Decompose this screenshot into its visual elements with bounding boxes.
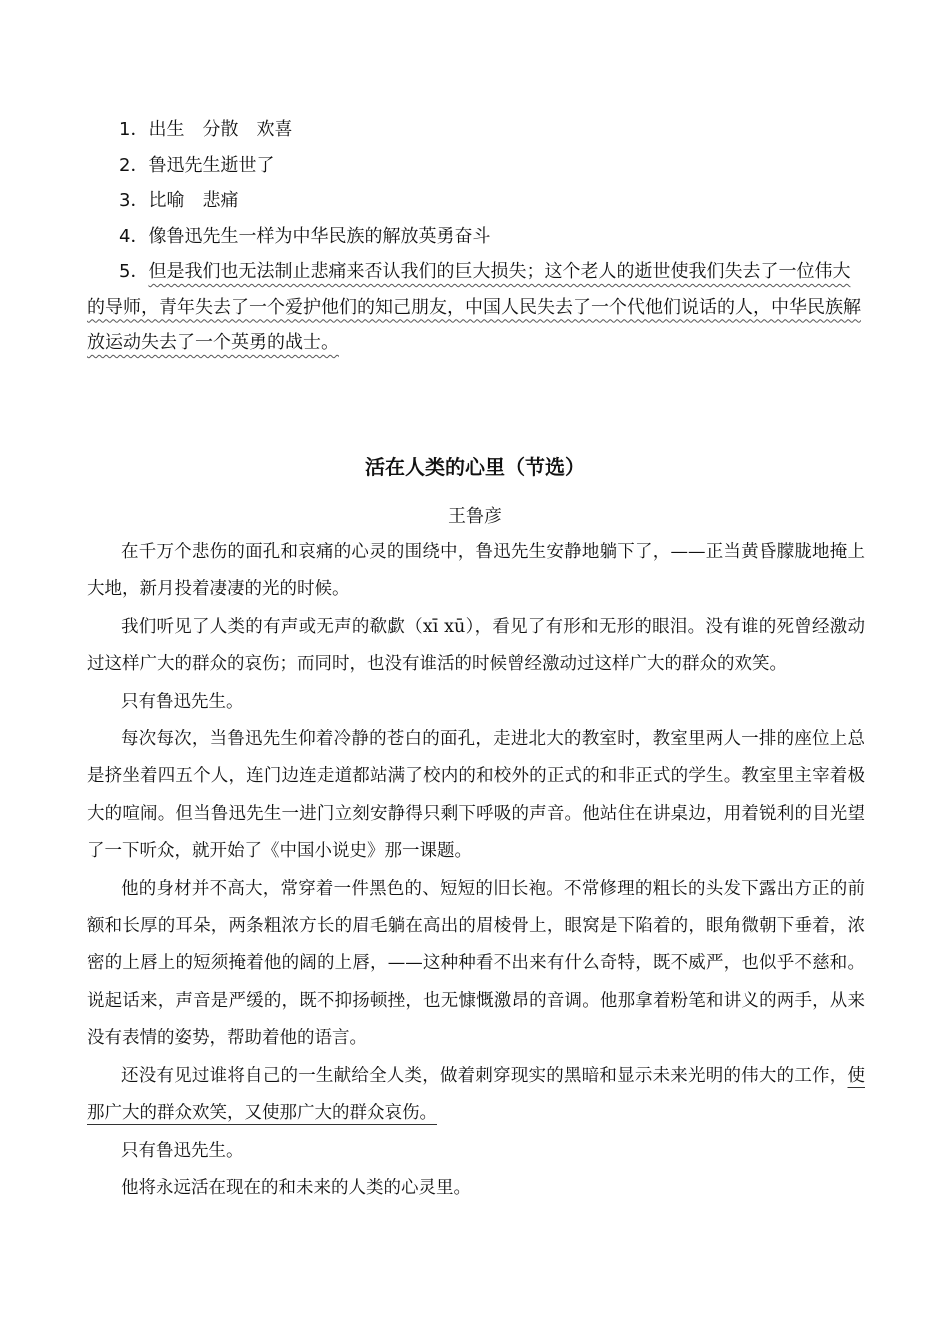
answer-text: 鲁迅先生逝世了 <box>148 154 275 176</box>
article-paragraph: 他将永远活在现在的和未来的人类的心灵里。 <box>121 1177 471 1198</box>
article-paragraph <box>87 1058 865 1133</box>
answer-text: 比喻 悲痛 <box>148 190 239 211</box>
answer-item <box>87 254 867 361</box>
answer-item <box>87 219 867 255</box>
answer-item <box>87 112 867 148</box>
paragraph-text: 还没有见过谁将自己的一生献给全人类，做着刺穿现实的黑暗和显示未来光明的伟大的工作， <box>121 1065 848 1086</box>
article-title: 活在人类的心里（节选） <box>365 455 585 479</box>
article-paragraph: 在千万个悲伤的面孔和哀痛的心灵的围绕中，鲁迅先生安静地躺下了，——正当黄昏朦胧地掩上大地，新月投着凄凄的光的时候。 <box>87 542 865 600</box>
underlined-sentence: 使那广大的群众欢笑，又使那广大的群众哀伤。 <box>87 1065 865 1124</box>
article-paragraph: 只有鲁迅先生。 <box>121 1140 244 1161</box>
answer-item <box>87 148 867 184</box>
answer-text: 像鲁迅先生一样为中华民族的解放英勇奋斗 <box>148 225 491 247</box>
answer-number: 5． <box>119 261 149 282</box>
answer-number: 1． <box>119 119 149 140</box>
article-author: 王鲁彦 <box>448 506 502 527</box>
article-paragraph: 他的身材并不高大，常穿着一件黑色的、短短的旧长袍。不常修理的粗长的头发下露出方正的前额和长厚的耳朵，两条粗浓方长的眉毛躺在高出的眉棱骨上，眼窝是下陷着的，眼角微朝下垂着，浓密的上唇上的短须掩着他的阔的上唇，——这种种看不出来有什么奇特，既不威严，也似乎不慈和。说起话来，声音是严缓的，既不抑扬顿挫，也无慷慨激昂的音调。他那拿着粉笔和讲义的两手，从来没有表情的姿势，帮助着他的语言。 <box>87 878 865 1049</box>
answer-number: 4． <box>119 225 149 247</box>
answer-key <box>87 112 867 361</box>
answer-number: 2． <box>119 154 149 176</box>
article-paragraph: 只有鲁迅先生。 <box>121 691 244 712</box>
answer-text-wavy-underlined: 但是我们也无法制止悲痛来否认我们的巨大损失；这个老人的逝世使我们失去了一位伟大的导师，青年失去了一个爱护他们的知己朋友，中国人民失去了一个代他们说话的人，中华民族解放运动失去了一个英勇的战士。 <box>87 261 861 353</box>
article-paragraph: 每次每次，当鲁迅先生仰着冷静的苍白的面孔，走进北大的教室时，教室里两人一排的座位上总是挤坐着四五个人，连门边连走道都站满了校内的和校外的正式的和非正式的学生。教室里主宰着极大的喧闹。但当鲁迅先生一进门立刻安静得只剩下呼吸的声音。他站住在讲桌边，用着锐利的目光望了一下听众，就开始了《中国小说史》那一课题。 <box>87 729 865 862</box>
article-body <box>87 534 865 1207</box>
answer-text: 出生 分散 欢喜 <box>148 119 293 140</box>
answer-number: 3． <box>119 190 149 211</box>
article-paragraph: 我们听见了人类的有声或无声的欷歔（xī xū），看见了有形和无形的眼泪。没有谁的死曾经激动过这样广大的群众的哀伤；而同时，也没有谁活的时候曾经激动过这样广大的群众的欢笑。 <box>87 616 865 675</box>
answer-item <box>87 183 867 219</box>
